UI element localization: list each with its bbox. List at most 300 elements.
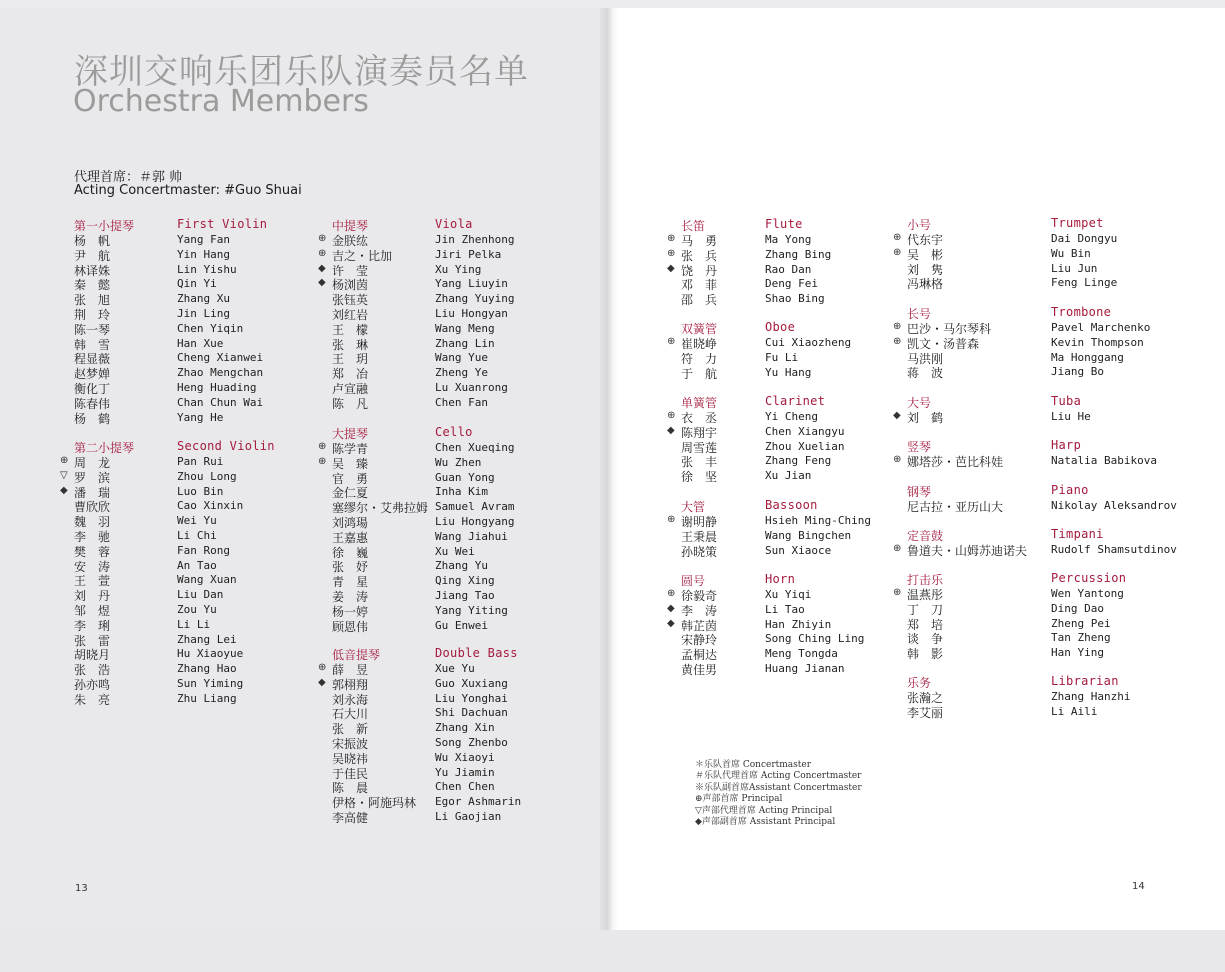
section-header	[893, 438, 1193, 453]
member-name-en: Pan Rui	[177, 455, 224, 468]
section-title-cn: 钢琴	[907, 485, 932, 499]
member-name-cn: 蒋 波	[907, 366, 944, 381]
role-mark-icon: ⊕	[893, 232, 902, 243]
member-name-en: Wang Yue	[435, 351, 488, 365]
member-name-cn: 薛 昱	[332, 663, 369, 677]
member-row	[60, 558, 360, 573]
section-harp	[893, 438, 1193, 468]
member-name-en: Guan Yong	[435, 470, 495, 484]
member-name-cn: 刘鸿瑒	[332, 515, 369, 530]
member-name-en: Hsieh Ming-Ching	[765, 514, 871, 527]
role-mark-icon: ◆	[667, 424, 675, 436]
member-name-cn: 王 玥	[332, 352, 369, 367]
member-name-cn: 郑 培	[907, 617, 944, 632]
member-name-cn: 鲁道夫・山姆苏迪诺夫	[907, 544, 1028, 558]
role-mark-icon: ⊕	[318, 455, 327, 467]
member-name-en: Jin Ling	[177, 306, 230, 320]
member-row	[60, 661, 360, 676]
member-name-cn: 伊格・阿施玛林	[332, 796, 417, 811]
section-title-en: Harp	[1051, 438, 1082, 452]
member-name-cn: 凯文・汤普森	[907, 336, 980, 351]
section-title-en: Flute	[765, 217, 803, 231]
acting-concertmaster-en: Acting Concertmaster: #Guo Shuai	[74, 183, 302, 198]
member-name-en: Li Aili	[1051, 704, 1098, 718]
member-name-cn: 宋振波	[332, 736, 369, 751]
member-row	[318, 380, 618, 395]
section-title-en: Piano	[1051, 483, 1089, 497]
member-name-en: Wu Zhen	[435, 455, 482, 469]
member-name-en: Sun Xiaoce	[765, 543, 832, 557]
member-row	[667, 513, 967, 528]
member-row	[318, 395, 618, 410]
member-name-en: Wang Jiahui	[435, 529, 508, 543]
member-name-en: Wu Bin	[1051, 246, 1091, 260]
member-row	[318, 544, 618, 559]
section-title-en: Double Bass	[435, 646, 518, 660]
section-title-en: Trumpet	[1051, 216, 1104, 230]
member-name-cn: 塞缪尔・艾弗拉姆	[332, 501, 429, 516]
role-mark-icon: ◆	[318, 262, 326, 274]
member-row	[60, 543, 360, 558]
member-row	[60, 262, 360, 277]
member-name-en: Wang Xuan	[177, 573, 237, 587]
member-name-cn: 孙亦鸣	[74, 677, 111, 692]
member-name-en: Hu Xiaoyue	[177, 647, 244, 661]
member-name-cn: 杨浏茵	[332, 278, 369, 293]
member-name-en: Zhang Hao	[177, 662, 237, 676]
member-name-en: Chan Chun Wai	[177, 395, 264, 409]
member-row	[318, 455, 618, 470]
member-name-en: Zheng Ye	[435, 366, 488, 380]
member-name-cn: 潘 瑞	[74, 485, 111, 500]
page-number-right: 14	[1132, 881, 1145, 892]
member-row	[318, 365, 618, 380]
member-name-cn: 荆 玲	[74, 307, 111, 322]
role-mark-icon: ⊕	[667, 247, 676, 259]
member-row	[60, 691, 360, 706]
member-name-en: Heng Huading	[177, 380, 257, 394]
member-name-cn: 王秉晨	[681, 529, 718, 544]
role-mark-icon: ◆	[60, 484, 68, 496]
member-name-cn: 罗 滨	[74, 470, 111, 485]
member-row	[893, 704, 1193, 719]
role-mark-icon: ◆	[318, 676, 326, 688]
member-name-cn: 张 浩	[74, 663, 111, 678]
member-name-cn: 娜塔莎・芭比科娃	[907, 455, 1004, 469]
member-name-cn: 林译姝	[74, 263, 111, 278]
member-name-cn: 陈翔宇	[681, 425, 718, 440]
member-name-en: Jiang Bo	[1051, 365, 1104, 379]
page-title-english: Orchestra Members	[73, 84, 369, 119]
member-row	[60, 528, 360, 543]
member-row	[893, 601, 1193, 616]
member-row	[60, 676, 360, 691]
role-mark-icon: ◆	[893, 410, 901, 421]
member-name-cn: 朱 亮	[74, 692, 111, 707]
section-title-cn: 长笛	[681, 219, 706, 233]
section-title-en: Cello	[435, 425, 473, 439]
member-name-en: Yang Fan	[177, 233, 230, 246]
member-name-en: Rudolf Shamsutdinov	[1051, 543, 1177, 556]
member-name-en: Zhang Lin	[435, 336, 495, 350]
member-name-cn: 韩 雪	[74, 337, 111, 352]
section-librarian	[893, 674, 1193, 719]
member-name-cn: 吴晓祎	[332, 751, 369, 766]
member-name-cn: 郭栩翔	[332, 677, 369, 692]
section-header	[893, 216, 1193, 231]
section-title-en: Oboe	[765, 320, 796, 334]
section-title-en: Clarinet	[765, 394, 826, 408]
member-name-cn: 李艾丽	[907, 705, 944, 720]
member-name-en: Zhang Hanzhi	[1051, 690, 1131, 703]
member-row	[60, 646, 360, 661]
member-row	[318, 573, 618, 588]
member-row	[893, 320, 1193, 335]
acting-concertmaster-cn: 代理首席：＃郭 帅	[74, 170, 183, 185]
member-name-en: Pavel Marchenko	[1051, 321, 1151, 334]
member-row	[60, 410, 360, 425]
member-name-cn: 邵 兵	[681, 293, 718, 308]
member-name-en: Xue Yu	[435, 662, 475, 675]
member-name-cn: 陈一琴	[74, 322, 111, 337]
member-row	[318, 350, 618, 365]
section-title-en: Second Violin	[177, 439, 275, 453]
member-row	[893, 261, 1193, 276]
member-name-cn: 顾恩伟	[332, 619, 369, 634]
role-mark-icon: ⊕	[893, 335, 902, 347]
member-name-en: Zhang Lei	[177, 632, 237, 646]
member-name-en: Zheng Pei	[1051, 616, 1111, 630]
section-title-cn: 单簧管	[681, 396, 718, 410]
member-name-en: Deng Fei	[765, 277, 818, 291]
member-row	[318, 558, 618, 573]
member-name-cn: 刘 隽	[907, 262, 944, 277]
member-name-en: Li Tao	[765, 602, 805, 616]
member-row	[893, 630, 1193, 645]
member-name-cn: 张钰英	[332, 293, 369, 308]
member-name-en: Tan Zheng	[1051, 631, 1111, 645]
member-name-en: Chen Yiqin	[177, 321, 244, 335]
member-name-en: Fan Rong	[177, 543, 230, 557]
member-name-cn: 韩 影	[907, 647, 944, 662]
section-title-en: Bassoon	[765, 498, 818, 512]
member-name-cn: 张瀚之	[907, 691, 944, 705]
member-row	[60, 602, 360, 617]
member-name-en: Han Ying	[1051, 646, 1104, 660]
member-name-en: Wen Yantong	[1051, 587, 1124, 600]
member-name-en: Ma Honggang	[1051, 350, 1124, 364]
member-name-cn: 赵梦婵	[74, 367, 111, 382]
member-name-cn: 刘 丹	[74, 589, 111, 604]
member-name-en: Song Ching Ling	[765, 632, 865, 646]
member-name-cn: 尼古拉・亚历山大	[907, 500, 1004, 514]
role-mark-icon: ⊕	[318, 662, 327, 673]
member-name-en: Wang Meng	[435, 321, 495, 335]
member-name-en: Dai Dongyu	[1051, 232, 1118, 245]
member-name-en: Yu Hang	[765, 365, 812, 379]
member-name-en: Natalia Babikova	[1051, 454, 1157, 467]
section-header	[60, 439, 360, 454]
member-row	[893, 246, 1193, 261]
member-name-cn: 张 雷	[74, 633, 111, 648]
member-name-cn: 安 涛	[74, 559, 111, 574]
member-name-en: Han Zhiyin	[765, 617, 832, 631]
legend-item: ＊乐队首席 Concertmaster	[695, 760, 812, 770]
member-name-en: Wu Xiaoyi	[435, 750, 495, 764]
member-name-en: Zhao Mengchan	[177, 366, 264, 380]
member-row	[893, 586, 1193, 601]
member-name-en: Kevin Thompson	[1051, 335, 1144, 349]
role-mark-icon: ⊕	[893, 246, 902, 258]
member-name-en: Lin Yishu	[177, 262, 237, 276]
role-mark-icon: ⊕	[318, 441, 327, 452]
section-trombone	[893, 305, 1193, 379]
member-name-en: Zhang Bing	[765, 247, 832, 261]
role-mark-icon: ⊕	[60, 455, 69, 466]
member-row	[60, 498, 360, 513]
section-header	[318, 425, 618, 440]
member-row	[893, 350, 1193, 365]
section-second-violin	[60, 439, 360, 706]
member-row	[60, 617, 360, 632]
role-mark-icon: ⊕	[893, 543, 902, 554]
member-row	[60, 321, 360, 336]
member-name-en: Chen Xueqing	[435, 441, 515, 454]
section-title-en: Timpani	[1051, 527, 1104, 541]
member-name-cn: 吴 彬	[907, 247, 944, 262]
member-row	[318, 470, 618, 485]
section-title-en: Librarian	[1051, 674, 1119, 688]
role-mark-icon: ⊕	[893, 454, 902, 465]
member-name-cn: 吉之・比加	[332, 248, 393, 263]
role-mark-icon: ⊕	[667, 336, 676, 347]
page-number-left: 13	[75, 883, 88, 894]
role-mark-icon: ⊕	[667, 514, 676, 525]
member-name-cn: 衣 丞	[681, 411, 718, 425]
section-piano	[893, 483, 1193, 513]
member-name-cn: 刘 鹤	[907, 411, 944, 425]
member-name-en: Shi Dachuan	[435, 706, 508, 720]
section-title-cn: 大管	[681, 500, 706, 514]
member-name-en: Guo Xuxiang	[435, 676, 508, 690]
member-name-cn: 马洪刚	[907, 351, 944, 366]
member-name-en: Zhou Xuelian	[765, 439, 845, 453]
member-name-en: Cheng Xianwei	[177, 351, 264, 365]
member-name-en: Zhu Liang	[177, 691, 237, 705]
member-name-en: Lu Xuanrong	[435, 380, 508, 394]
member-row	[60, 395, 360, 410]
section-title-en: Tuba	[1051, 394, 1082, 408]
section-double-bass	[318, 646, 618, 824]
member-name-en: Yang Yiting	[435, 603, 508, 617]
member-name-cn: 陈 凡	[332, 396, 369, 411]
member-row	[318, 440, 618, 455]
role-mark-icon: ◆	[318, 277, 326, 289]
member-name-en: Zhang Yuying	[435, 292, 515, 306]
member-name-cn: 胡晓月	[74, 648, 111, 663]
section-title-cn: 乐务	[907, 676, 932, 690]
section-header	[893, 674, 1193, 689]
member-row	[318, 232, 618, 247]
member-name-en: Feng Linge	[1051, 276, 1118, 290]
section-title-cn: 双簧管	[681, 322, 718, 336]
section-title-cn: 小号	[907, 218, 932, 232]
role-mark-icon: ⊕	[893, 321, 902, 332]
member-row	[318, 676, 618, 691]
member-row	[60, 276, 360, 291]
section-title-cn: 大号	[907, 396, 932, 410]
member-name-cn: 李 驰	[74, 529, 111, 544]
legend-item: ▽声部代理首席 Acting Principal	[695, 805, 833, 816]
member-row	[318, 291, 618, 306]
member-name-cn: 石大川	[332, 707, 369, 722]
section-header	[893, 305, 1193, 320]
member-name-cn: 韩芷茵	[681, 618, 718, 633]
member-name-cn: 周 龙	[74, 456, 111, 470]
section-title-en: Viola	[435, 217, 473, 231]
section-title-en: Trombone	[1051, 305, 1112, 319]
section-first-violin	[60, 217, 360, 424]
member-name-cn: 刘红岩	[332, 307, 369, 322]
member-name-cn: 周雪莲	[681, 440, 718, 455]
member-name-en: Liu Dan	[177, 588, 224, 602]
member-row	[893, 275, 1193, 290]
member-name-cn: 樊 蓉	[74, 544, 111, 559]
member-name-cn: 陈春伟	[74, 396, 111, 411]
member-name-en: An Tao	[177, 558, 217, 572]
member-name-cn: 张 琳	[332, 337, 369, 352]
member-name-en: Xu Yiqi	[765, 588, 812, 601]
member-name-en: Meng Tongda	[765, 647, 838, 661]
role-mark-icon: ⊕	[893, 587, 902, 598]
member-name-cn: 张 旭	[74, 293, 111, 308]
member-name-en: Xu Wei	[435, 544, 475, 558]
member-name-cn: 徐 巍	[332, 545, 369, 560]
member-row	[893, 364, 1193, 379]
member-name-en: Liu Hongyan	[435, 306, 508, 320]
role-mark-icon: ⊕	[318, 233, 327, 244]
member-name-en: Chen Fan	[435, 395, 488, 409]
member-name-en: Jiang Tao	[435, 588, 495, 602]
member-name-en: Li Li	[177, 617, 211, 631]
section-viola	[318, 217, 618, 410]
member-name-en: Chen Xiangyu	[765, 424, 845, 438]
member-name-cn: 黄佳男	[681, 662, 718, 677]
member-name-cn: 王 萱	[74, 574, 111, 589]
member-row	[318, 720, 618, 735]
member-name-en: Xu Ying	[435, 262, 482, 276]
member-name-en: Gu Enwei	[435, 618, 488, 632]
member-row	[60, 484, 360, 499]
legend-item: ※乐队副首席Assistant Concertmaster	[695, 782, 862, 793]
member-row	[893, 335, 1193, 350]
role-mark-icon: ▽	[60, 469, 68, 481]
section-header	[60, 217, 360, 232]
role-mark-icon: ◆	[667, 602, 675, 614]
section-title-cn: 竖琴	[907, 440, 932, 454]
member-name-cn: 谢明静	[681, 515, 718, 529]
legend-item: ◆声部副首席 Assistant Principal	[695, 817, 836, 828]
member-row	[318, 765, 618, 780]
member-row	[60, 572, 360, 587]
member-name-cn: 邹 煜	[74, 603, 111, 618]
member-name-cn: 尹 航	[74, 248, 111, 263]
member-name-en: Wang Bingchen	[765, 528, 852, 542]
member-row	[60, 454, 360, 469]
member-name-en: Huang Jianan	[765, 661, 845, 675]
member-name-en: Samuel Avram	[435, 500, 515, 514]
legend-item: ⊕声部首席 Principal	[695, 794, 783, 805]
section-title-en: Percussion	[1051, 571, 1127, 585]
member-row	[318, 691, 618, 706]
member-name-en: Xu Jian	[765, 469, 812, 483]
member-name-en: Cui Xiaozheng	[765, 336, 852, 349]
member-name-cn: 巴沙・马尔琴科	[907, 322, 992, 336]
member-name-cn: 张 新	[332, 722, 369, 737]
member-name-en: Ma Yong	[765, 233, 812, 246]
member-name-en: Inha Kim	[435, 485, 488, 499]
member-row	[60, 232, 360, 247]
member-name-cn: 崔晓峥	[681, 337, 718, 351]
member-name-cn: 宋静玲	[681, 633, 718, 648]
member-name-cn: 谈 争	[907, 632, 944, 647]
member-name-cn: 符 力	[681, 351, 718, 366]
member-row	[893, 689, 1193, 704]
member-name-cn: 温燕彤	[907, 588, 944, 602]
member-row	[893, 409, 1193, 424]
member-row	[60, 513, 360, 528]
member-name-cn: 官 勇	[332, 471, 369, 486]
member-name-en: Li Gaojian	[435, 809, 502, 823]
role-mark-icon: ⊕	[667, 588, 676, 599]
member-name-cn: 程显薇	[74, 352, 111, 367]
member-name-cn: 陈学青	[332, 442, 369, 456]
section-header	[893, 483, 1193, 498]
section-timpani	[893, 527, 1193, 557]
section-header	[318, 646, 618, 661]
member-row	[893, 616, 1193, 631]
member-row	[893, 498, 1193, 513]
section-title-cn: 大提琴	[332, 427, 369, 441]
member-name-en: Luo Bin	[177, 484, 224, 498]
role-mark-icon: ◆	[667, 262, 675, 274]
member-row	[318, 588, 618, 603]
member-name-cn: 王嘉惠	[332, 530, 369, 545]
member-row	[318, 247, 618, 262]
member-row	[893, 645, 1193, 660]
member-name-en: Liu Yonghai	[435, 691, 508, 705]
member-name-en: Liu Hongyang	[435, 514, 515, 528]
member-row	[318, 306, 618, 321]
member-name-en: Wei Yu	[177, 514, 217, 528]
member-name-cn: 杨 帆	[74, 234, 111, 248]
section-title-cn: 圆号	[681, 574, 706, 588]
member-name-en: Yu Jiamin	[435, 765, 495, 779]
member-name-en: Rao Dan	[765, 262, 812, 276]
member-name-cn: 许 莹	[332, 263, 369, 278]
member-row	[60, 247, 360, 262]
section-title-cn: 定音鼓	[907, 529, 944, 543]
member-row	[318, 779, 618, 794]
member-name-cn: 张 妤	[332, 560, 369, 575]
member-row	[60, 306, 360, 321]
member-name-cn: 邓 菲	[681, 278, 718, 293]
member-name-cn: 王 檬	[332, 322, 369, 337]
member-name-en: Ding Dao	[1051, 601, 1104, 615]
member-row	[318, 705, 618, 720]
member-name-en: Nikolay Aleksandrov	[1051, 499, 1177, 512]
member-name-cn: 衡化丁	[74, 381, 111, 396]
